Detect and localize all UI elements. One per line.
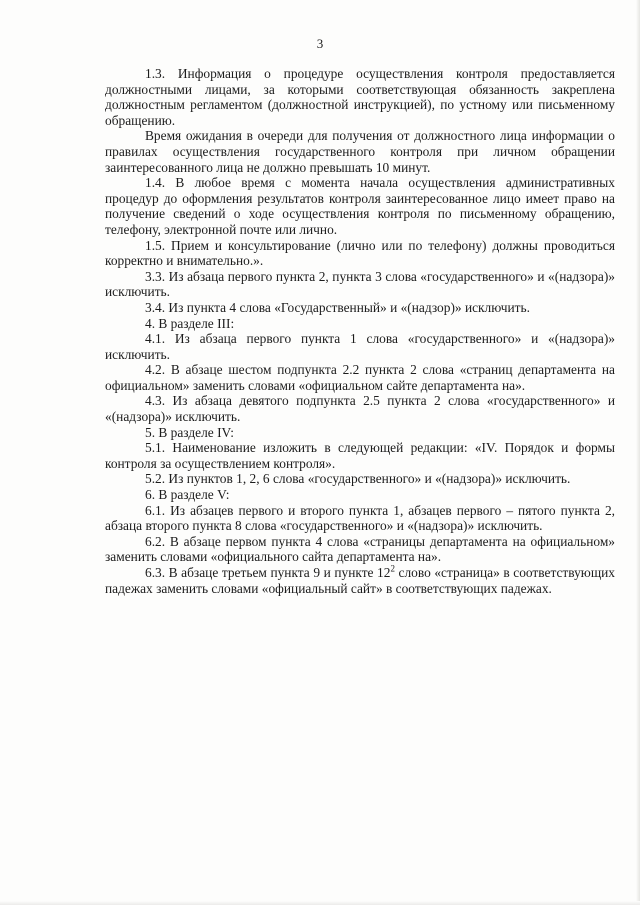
paragraph-6-2: 6.2. В абзаце первом пункта 4 слова «страницы департамента на официальном» заменить словами «официального сайта департамента на». xyxy=(105,533,615,565)
paragraph-5-1: 5.1. Наименование изложить в следующей редакции: «IV. Порядок и формы контроля за осуществлением контроля». xyxy=(105,440,615,471)
paragraph-1-3: 1.3. Информация о процедуре осуществления контроля предоставляется должностными лицами, за которыми соответствующая обязанность закреплена должностным регламентом (должностной инструкцией), по устному или письменному обращению. xyxy=(105,66,615,128)
paragraph-1-4: 1.4. В любое время с момента начала осуществления административных процедур до оформления результатов контроля заинтересованное лицо имеет право на получение сведений о ходе осуществления контроля по письменному обращению, телефону, электронной почте или лично. xyxy=(105,175,615,237)
paragraph-1-5: 1.5. Прием и консультирование (лично или по телефону) должны проводиться корректно и внимательно.». xyxy=(105,237,615,269)
paragraph-5-heading: 5. В разделе IV: xyxy=(145,424,234,440)
paragraph-6-3-superscript: 2 xyxy=(390,563,395,574)
paragraph-3-3: 3.3. Из абзаца первого пункта 2, пункта 3 слова «государственного» и «(надзора)» исключить. xyxy=(105,268,615,300)
paragraph-4-1: 4.1. Из абзаца первого пункта 1 слова «государственного» и «(надзора)» исключить. xyxy=(105,331,615,362)
page-number: 3 xyxy=(316,36,324,51)
paragraph-6-3 xyxy=(105,565,615,596)
document-body xyxy=(105,66,615,596)
paragraph-4-heading: 4. В разделе III: xyxy=(145,315,235,331)
paragraph-6-3-text-start: 6.3. В абзаце третьем пункта 9 и пункте 12 xyxy=(145,565,391,580)
paragraph-6-1: 6.1. Из абзацев первого и второго пункта 1, абзацев первого – пятого пункта 2, абзаца второго пункта 8 слова «государственного» и «(надзора)» исключить. xyxy=(105,502,615,534)
paragraph-6-heading: 6. В разделе V: xyxy=(145,487,230,503)
paragraph-3-4: 3.4. Из пункта 4 слова «Государственный» и «(надзор)» исключить. xyxy=(145,299,530,315)
scan-edge-shadow xyxy=(636,0,640,905)
paragraph-6-3-text-end: слово «страница» в соответствующих падежах заменить словами «официальный сайт» в соответствующих падежах. xyxy=(105,565,615,596)
scan-bottom-edge xyxy=(0,901,640,905)
paragraph-4-3: 4.3. Из абзаца девятого подпункта 2.5 пункта 2 слова «государственного» и «(надзора)» исключить. xyxy=(105,393,615,425)
paragraph-waiting-time: Время ожидания в очереди для получения от должностного лица информации о правилах осуществления государственного контроля при личном обращении заинтересованного лица не должно превышать 10 минут. xyxy=(105,128,615,175)
paragraph-4-2: 4.2. В абзаце шестом подпункта 2.2 пункта 2 слова «страниц департамента на официальном» заменить словами «официальном сайте департамента на». xyxy=(105,362,615,393)
paragraph-5-2: 5.2. Из пунктов 1, 2, 6 слова «государственного» и «(надзора)» исключить. xyxy=(145,471,571,487)
